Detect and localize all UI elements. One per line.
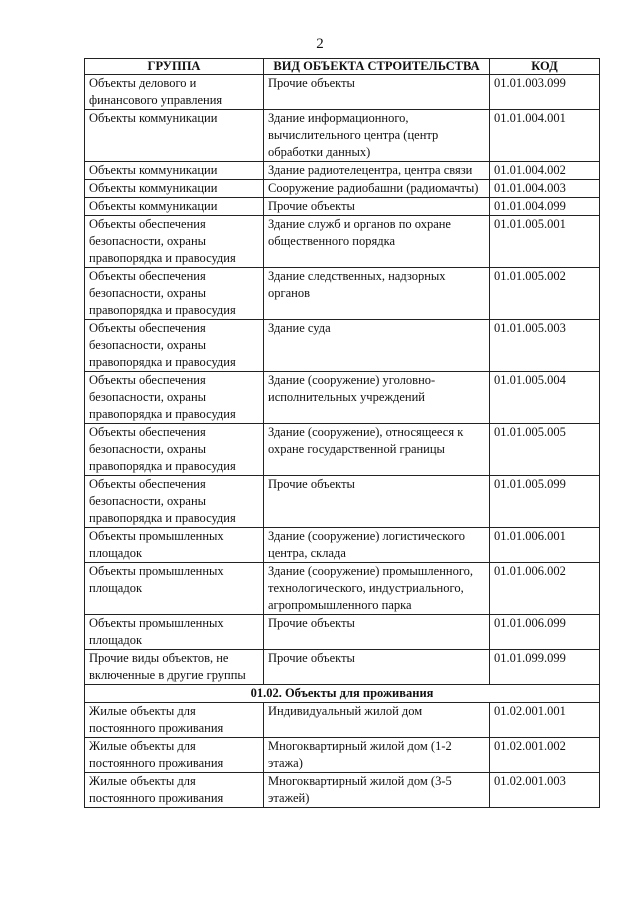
table-row: [85, 110, 600, 162]
group-cell: Объекты обеспечения безопасности, охраны правопорядка и правосудия: [85, 424, 264, 476]
table-row: [85, 773, 600, 808]
code-cell: 01.01.003.099: [490, 75, 600, 110]
header-code: КОД: [490, 59, 600, 75]
group-cell: Объекты промышленных площадок: [85, 563, 264, 615]
table-row: [85, 268, 600, 320]
type-cell: Здание суда: [264, 320, 490, 372]
code-cell: 01.01.004.002: [490, 162, 600, 180]
code-cell: 01.01.005.001: [490, 216, 600, 268]
group-cell: Объекты обеспечения безопасности, охраны правопорядка и правосудия: [85, 372, 264, 424]
code-cell: 01.01.006.002: [490, 563, 600, 615]
table-row: [85, 320, 600, 372]
code-cell: 01.01.004.001: [490, 110, 600, 162]
table-header: [85, 59, 600, 75]
code-cell: 01.01.004.099: [490, 198, 600, 216]
table-row: [85, 75, 600, 110]
table-row: [85, 563, 600, 615]
section-title: 01.02. Объекты для проживания: [85, 685, 600, 703]
classification-table: [84, 58, 600, 808]
group-cell: Объекты обеспечения безопасности, охраны правопорядка и правосудия: [85, 268, 264, 320]
group-cell: Жилые объекты для постоянного проживания: [85, 738, 264, 773]
type-cell: Многоквартирный жилой дом (3-5 этажей): [264, 773, 490, 808]
type-cell: Здание (сооружение), относящееся к охране государственной границы: [264, 424, 490, 476]
header-type: ВИД ОБЪЕКТА СТРОИТЕЛЬСТВА: [264, 59, 490, 75]
type-cell: Прочие объекты: [264, 75, 490, 110]
table-row: [85, 703, 600, 738]
code-cell: 01.01.005.003: [490, 320, 600, 372]
type-cell: Здание (сооружение) логистического центра, склада: [264, 528, 490, 563]
code-cell: 01.01.004.003: [490, 180, 600, 198]
group-cell: Объекты обеспечения безопасности, охраны правопорядка и правосудия: [85, 216, 264, 268]
code-cell: 01.02.001.002: [490, 738, 600, 773]
code-cell: 01.01.006.099: [490, 615, 600, 650]
table-row: [85, 198, 600, 216]
table-row: [85, 650, 600, 685]
type-cell: Здание служб и органов по охране общественного порядка: [264, 216, 490, 268]
code-cell: 01.01.006.001: [490, 528, 600, 563]
group-cell: Жилые объекты для постоянного проживания: [85, 703, 264, 738]
code-cell: 01.01.005.004: [490, 372, 600, 424]
code-cell: 01.02.001.003: [490, 773, 600, 808]
table-row: [85, 372, 600, 424]
type-cell: Здание (сооружение) промышленного, технологического, индустриального, агропромышленного парка: [264, 563, 490, 615]
table-row: [85, 424, 600, 476]
page-number: 2: [316, 36, 324, 52]
group-cell: Объекты обеспечения безопасности, охраны правопорядка и правосудия: [85, 476, 264, 528]
type-cell: Здание радиотелецентра, центра связи: [264, 162, 490, 180]
group-cell: Прочие виды объектов, не включенные в другие группы: [85, 650, 264, 685]
type-cell: Здание (сооружение) уголовно-исполнительных учреждений: [264, 372, 490, 424]
type-cell: Прочие объекты: [264, 615, 490, 650]
type-cell: Здание информационного, вычислительного центра (центр обработки данных): [264, 110, 490, 162]
table-row: [85, 738, 600, 773]
group-cell: Объекты коммуникации: [85, 198, 264, 216]
code-cell: 01.02.001.001: [490, 703, 600, 738]
group-cell: Объекты обеспечения безопасности, охраны правопорядка и правосудия: [85, 320, 264, 372]
group-cell: Объекты коммуникации: [85, 162, 264, 180]
table-row: [85, 216, 600, 268]
type-cell: Прочие объекты: [264, 650, 490, 685]
section-row: [85, 685, 600, 703]
group-cell: Объекты коммуникации: [85, 110, 264, 162]
header-group: ГРУППА: [85, 59, 264, 75]
type-cell: Прочие объекты: [264, 476, 490, 528]
table-row: [85, 528, 600, 563]
code-cell: 01.01.099.099: [490, 650, 600, 685]
table-row: [85, 476, 600, 528]
group-cell: Объекты промышленных площадок: [85, 615, 264, 650]
table-row: [85, 180, 600, 198]
code-cell: 01.01.005.002: [490, 268, 600, 320]
group-cell: Объекты промышленных площадок: [85, 528, 264, 563]
table-row: [85, 162, 600, 180]
group-cell: Жилые объекты для постоянного проживания: [85, 773, 264, 808]
type-cell: Многоквартирный жилой дом (1-2 этажа): [264, 738, 490, 773]
type-cell: Индивидуальный жилой дом: [264, 703, 490, 738]
type-cell: Здание следственных, надзорных органов: [264, 268, 490, 320]
type-cell: Прочие объекты: [264, 198, 490, 216]
table-row: [85, 615, 600, 650]
type-cell: Сооружение радиобашни (радиомачты): [264, 180, 490, 198]
group-cell: Объекты коммуникации: [85, 180, 264, 198]
code-cell: 01.01.005.099: [490, 476, 600, 528]
code-cell: 01.01.005.005: [490, 424, 600, 476]
group-cell: Объекты делового и финансового управления: [85, 75, 264, 110]
